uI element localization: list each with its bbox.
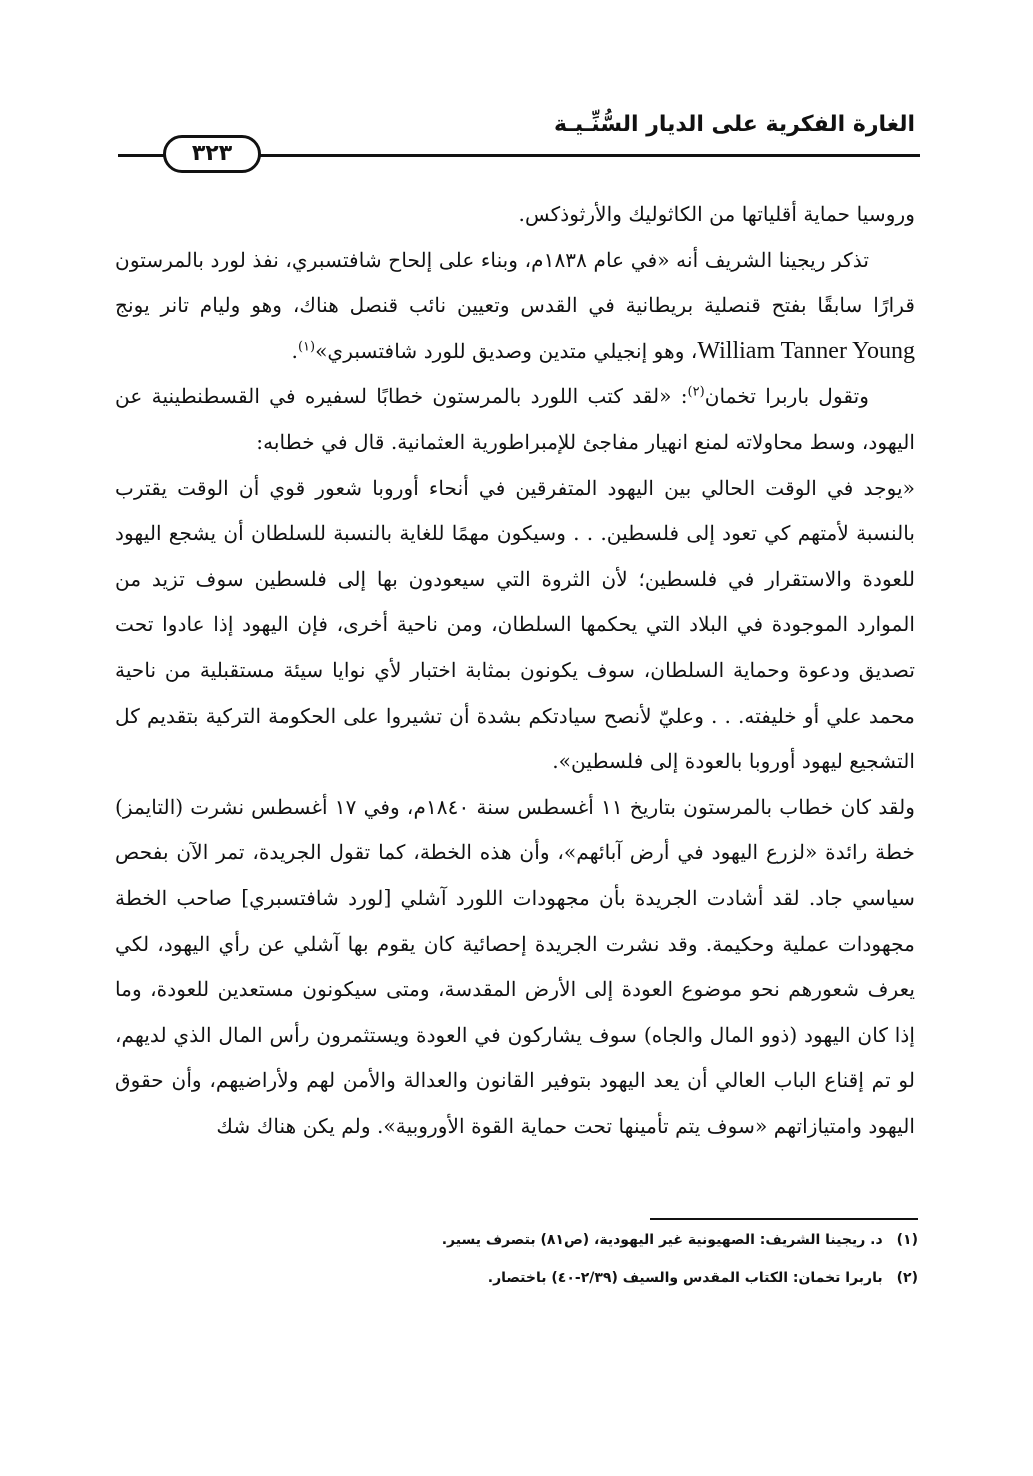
paragraph-4-quote: «يوجد في الوقت الحالي بين اليهود المتفرقين في أنحاء أوروبا شعور قوي أن الوقت يقترب بالنسبة لأمتهم كي تعود إلى فلسطين. . . وسيكون مهمًا للغاية بالنسبة للسلطان أن يشجع اليهود للعودة والاستقرار في فلسطين؛ لأن الثروة التي سيعودون بها إلى فلسطين سوف تزيد من الموارد الموجودة في البلاد التي يحكمها السلطان، ومن ناحية أخرى، فإن اليهود إذا عادوا تحت تصديق ودعوة وحماية السلطان، سوف يكونون بمثابة اختبار لأي نوايا سيئة مستقبلية من ناحية محمد علي أو خليفته. . . وعليّ لأنصح سيادتكم بشدة أن تشيروا على الحكومة التركية بتقديم كل التشجيع ليهود أوروبا بالعودة إلى فلسطين».: [115, 475, 915, 774]
paragraph-3-text-b: : «لقد كتب اللورد بالمرستون خطابًا لسفيره في القسطنطينية عن اليهود، وسط محاولاته لمنع انهيار مفاجئ للإمبراطورية العثمانية. قال في خطابه:: [115, 384, 915, 454]
paragraph-1: وروسيا حماية أقلياتها من الكاثوليك والأرثوذكس.: [518, 202, 915, 226]
footnote-1: [118, 1232, 918, 1248]
footnote-rule: [650, 1218, 918, 1220]
paragraph-2-end: .: [291, 338, 298, 363]
paragraph-2: [115, 238, 915, 375]
paragraph-3: [115, 374, 915, 465]
footnote-2-text: باربرا تخمان: الكتاب المقدس والسيف (٢/٣٩-٤٠) باختصار.: [487, 1270, 883, 1286]
running-title: الغارة الفكرية على الديار السُّنِّـيـة: [554, 112, 915, 137]
paragraph-2-text-b: ، وهو إنجيلي متدين وصديق للورد شافتسبري»: [315, 338, 698, 363]
body-text: [115, 192, 915, 1149]
footnote-1-text: د. ريجينا الشريف: الصهيونية غير اليهودية، (ص٨١) بتصرف يسير.: [441, 1232, 883, 1248]
footnotes: [118, 1232, 918, 1308]
footnote-2-number: (٢): [896, 1270, 918, 1286]
footnote-ref-1[interactable]: (١): [297, 339, 316, 355]
paragraph-5: ولقد كان خطاب بالمرستون بتاريخ ١١ أغسطس سنة ١٨٤٠م، وفي ١٧ أغسطس نشرت (التايمز) خطة رائدة «لزرع اليهود في أرض آبائهم»، وأن هذه الخطة، كما تقول الجريدة، تمر الآن بفحص سياسي جاد. لقد أشادت الجريدة بأن مجهودات اللورد آشلي [لورد شافتسبري] صاحب الخطة مجهودات عملية وحكيمة. وقد نشرت الجريدة إحصائية كان يقوم بها آشلي عن رأي اليهود، لكي يعرف شعورهم نحو موضوع العودة إلى الأرض المقدسة، ومتى سيكونون مستعدين للعودة، وما إذا كان اليهود (ذوو المال والجاه) سوف يشاركون في العودة ويستثمرون رأس المال الذي لديهم، لو تم إقناع الباب العالي أن يعد اليهود بتوفير القانون والعدالة والأمن لهم ولأراضيهم، وأن حقوق اليهود وامتيازاتهم «سوف يتم تأمينها تحت حماية القوة الأوروبية». ولم يكن هناك شك: [115, 794, 915, 1138]
footnote-ref-2[interactable]: (٢): [687, 384, 705, 400]
page-number: ٣٢٣: [163, 135, 261, 173]
footnote-1-number: (١): [896, 1232, 918, 1248]
paragraph-3-text-a: وتقول باربرا تخمان: [704, 384, 869, 409]
paragraph-2-text-a: تذكر ريجينا الشريف أنه «في عام ١٨٣٨م، وبناء على إلحاح شافتسبري، نفذ لورد بالمرستون قرارًا سابقًا بفتح قنصلية بريطانية في القدس وتعيين نائب قنصل هناك، وهو وليام تانر يونج: [115, 247, 915, 318]
footnote-2: [118, 1270, 918, 1286]
paragraph-2-latin-name: William Tanner Young: [697, 337, 915, 364]
